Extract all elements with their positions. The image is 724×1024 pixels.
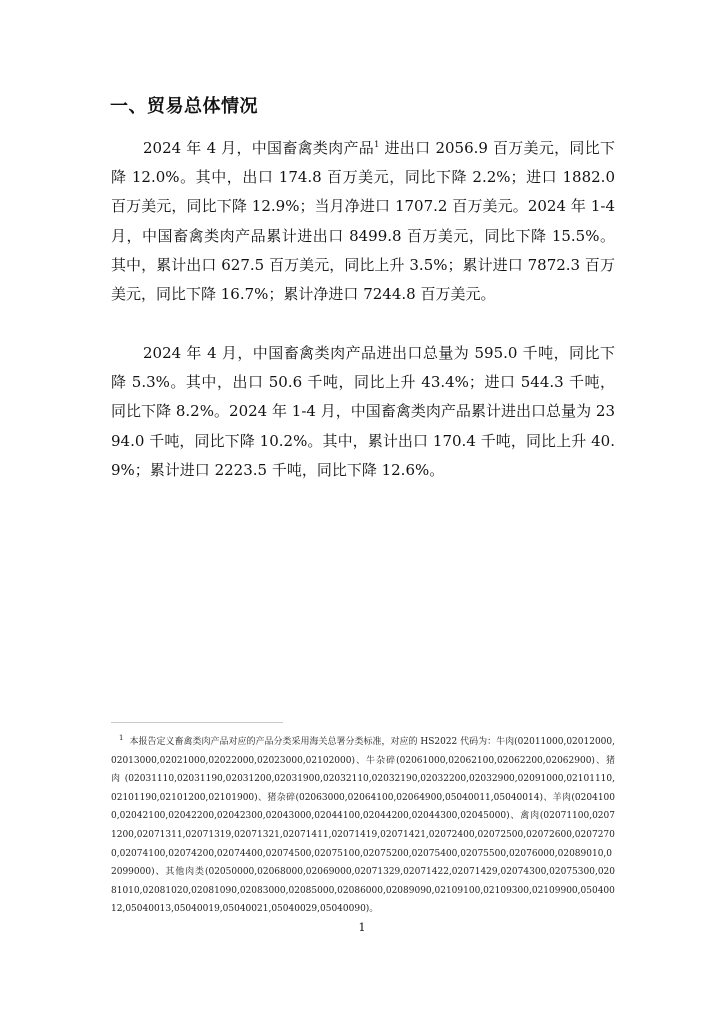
footnote-reference[interactable]: 1 xyxy=(374,140,380,150)
paragraph-text: 2024 年 4 月，中国畜禽类肉产品 xyxy=(143,139,375,157)
page-number: 1 xyxy=(358,921,366,934)
paragraph-trade-value xyxy=(111,134,615,309)
footnote-mark: 1 xyxy=(119,734,124,742)
footnote xyxy=(111,733,615,919)
section-heading: 一、贸易总体情况 xyxy=(110,96,258,117)
paragraph-text: 进出口 2056.9 百万美元，同比下降 12.0%。其中，出口 174.8 百万美元，同比下降 2.2%；进口 1882.0 百万美元，同比下降 12.9%；当月净进口 1707.2 百万美元。2024 年 1-4 月，中国畜禽类肉产品累计进出口 8499.8 百万美元，同比下降 15.5%。其中，累计出口 627.5 百万美元，同比上升 3.5%；累计进口 7872.3 百万美元，同比下降 16.7%；累计净进口 7244.8 百万美元。 xyxy=(111,139,615,304)
footnote-text: 本报告定义畜禽类肉产品对应的产品分类采用海关总署分类标准，对应的 HS2022 代码为：牛肉(02011000,02012000,02013000,02021000,02022000,02023000,02102000)、牛杂碎(02061000,02062100,02062200,02062900)、猪肉(02031110,02031190,02031200,02031900,02032110,02032190,02032200,02032900,02091000,02101110,02101190,02101200,02101900)、猪杂碎(02063000,02064100,02064900,05040011,05040014)、羊肉(02041000,02042100,02042200,02042300,02043000,02044100,02044200,02044300,02045000)、禽肉(02071100,02071200,02071311,02071319,02071321,02071411,02071419,02071421,02072400,02072500,02072600,02072700,02074100,02074200,02074400,02074500,02075100,02075200,02075400,02075500,02076000,02089010,02099000)、其他肉类(02050000,02068000,02069000,02071329,02071422,02071429,02074300,02075300,02081010,02081020,02081090,02083000,02085000,02086000,02089090,02109100,02109300,02109900,05040012,05040013,05040019,05040021,05040029,05040090)。 xyxy=(111,737,615,915)
paragraph-trade-volume: 2024 年 4 月，中国畜禽类肉产品进出口总量为 595.0 千吨，同比下降 5.3%。其中，出口 50.6 千吨，同比上升 43.4%；进口 544.3 千吨，同比下降 8.2%。2024 年 1-4 月，中国畜禽类肉产品累计进出口总量为 2394.0 千吨，同比下降 10.2%。其中，累计出口 170.4 千吨，同比上升 40.9%；累计进口 2223.5 千吨，同比下降 12.6%。 xyxy=(111,344,615,479)
footnote-separator xyxy=(111,722,283,723)
